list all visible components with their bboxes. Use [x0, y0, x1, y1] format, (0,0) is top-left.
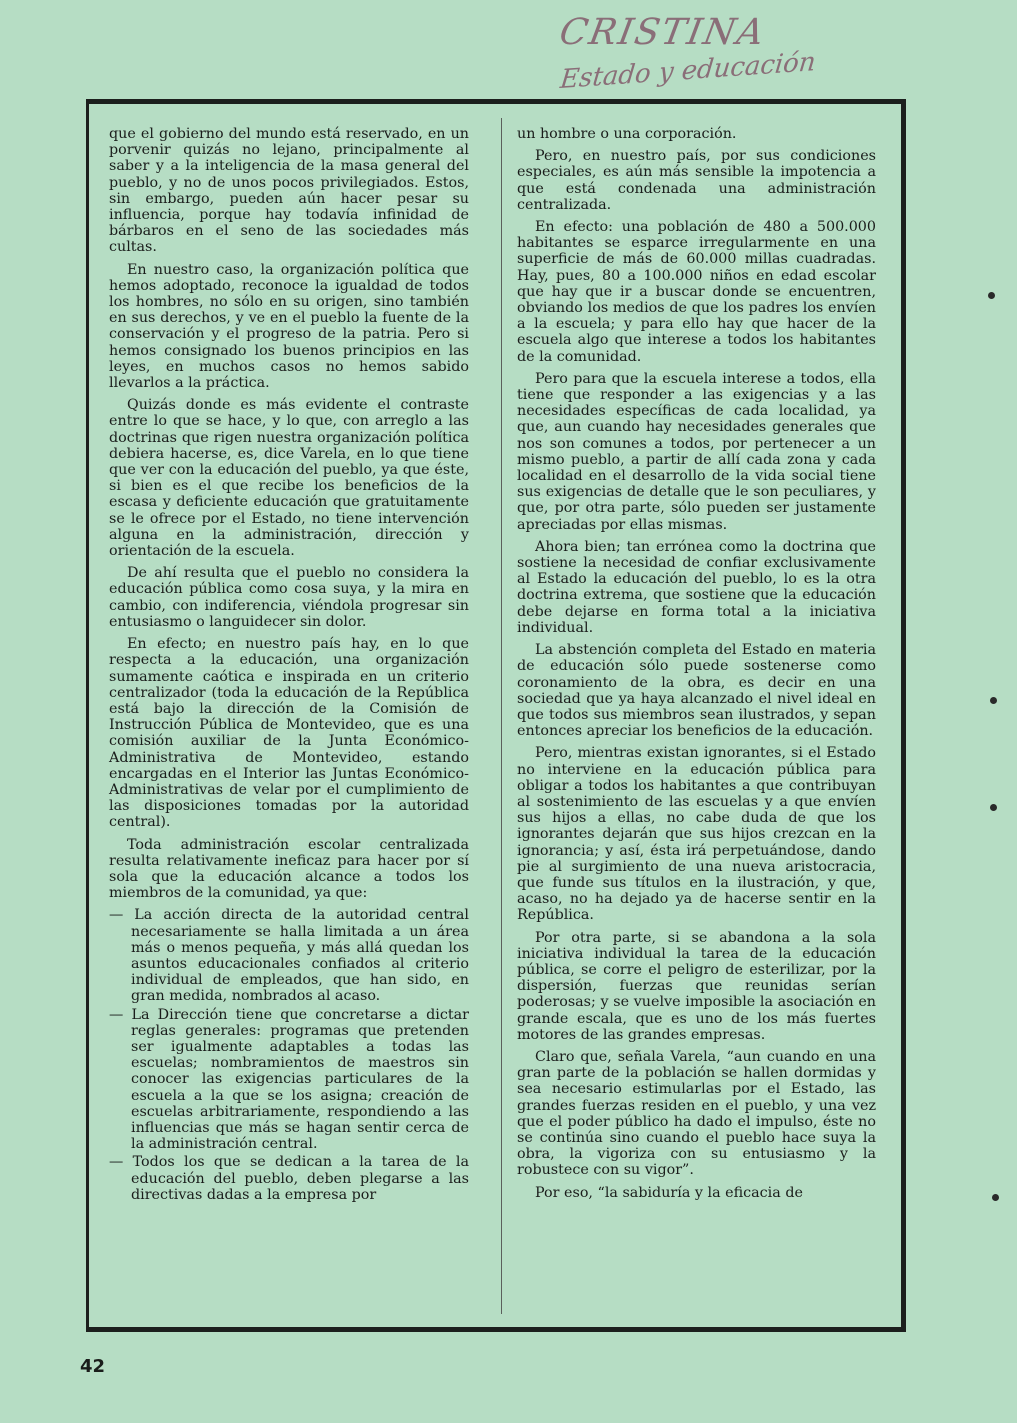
paragraph: Por otra parte, si se abandona a la sola iniciativa individual la tarea de la educación pública, se corre el peligro de esterilizar, por la dispersión, fuerzas que reunidas serían poderosas; y se vuelve imposible la asociación en grande escala, que es uno de los más fuertes motores de las grandes empresas.: [517, 929, 876, 1043]
right-column: [517, 126, 876, 1207]
paragraph: En nuestro caso, la organización política que hemos adoptado, reconoce la igualdad de todos los hombres, no sólo en su origen, sino también en sus derechos, y ve en el pueblo la fuente de la conservación y el progreso de la patria. Pero si hemos consignado los buenos principios en las leyes, en muchos casos no hemos sabido llevarlos a la práctica.: [109, 261, 469, 392]
margin-mark: [990, 697, 997, 704]
paragraph: En efecto; en nuestro país hay, en lo que respecta a la educación, una organización sumamente caótica e inspirada en un criterio centralizador (toda la educación de la República está bajo la dirección de la Comisión de Instrucción Pública de Montevideo, que es una comisión auxiliar de la Junta Económico-Administrativa de Montevideo, estando encargadas en el Interior las Juntas Económico-Administrativas de velar por el cumplimiento de las disposiciones tomadas por la autoridad central).: [109, 636, 469, 831]
frame-top-rule: [86, 99, 906, 104]
left-column: [109, 126, 469, 1205]
paragraph: Toda administración escolar centralizada resulta relativamente ineficaz para hacer por sí sola que la educación alcance a todos los miembros de la comunidad, ya que:: [109, 836, 469, 902]
page-number: 42: [80, 1356, 106, 1377]
paragraph: Quizás donde es más evidente el contraste entre lo que se hace, y lo que, con arreglo a las doctrinas que rigen nuestra organización política debiera hacerse, es, dice Varela, en lo que tiene que ver con la educación del pueblo, ya que éste, si bien es el que recibe los beneficios de la escasa y deficiente educación que gratuitamente se le ofrece por el Estado, no tiene intervención alguna en la administración, dirección y orientación de la escuela.: [109, 397, 469, 560]
handwritten-name: CRISTINA: [556, 12, 769, 53]
dash-list-item: — Todos los que se dedican a la tarea de la educación del pueblo, deben plegarse a las directivas dadas a la empresa por: [109, 1154, 469, 1203]
paragraph: La abstención completa del Estado en materia de educación sólo puede sostenerse como coronamiento de la obra, es decir en una sociedad que ya haya alcanzado el nivel ideal en que todos sus miembros sean ilustrados, y sepan entonces apreciar los beneficios de la educación.: [517, 642, 876, 740]
paragraph: En efecto: una población de 480 a 500.000 habitantes se esparce irregularmente en una superficie de más de 60.000 millas cuadradas. Hay, pues, 80 a 100.000 niños en edad escolar que hay que ir a buscar donde se encuentren, obviando los medios de que los padres los envíen a la escuela; y para ello hay que hacer de la escuela algo que interese a todos los habitantes de la comunidad.: [517, 219, 876, 365]
handwritten-subject: Estado y educación: [558, 46, 818, 96]
dash-list-item: — La Dirección tiene que concretarse a dictar reglas generales: programas que pretenden ser igualmente adaptables a todas las escuelas; nombramientos de maestros sin conocer las exigencias particulares de la escuela a la que se los asigna; creación de escuelas arbitrariamente, respondiendo a las influencias que más se hagan sentir cerca de la administración central.: [109, 1006, 469, 1153]
frame-right-rule: [901, 99, 906, 1332]
paragraph: Pero, en nuestro país, por sus condiciones especiales, es aún más sensible la impotencia a que está condenada una administración centralizada.: [517, 148, 876, 213]
margin-mark: [988, 292, 995, 299]
frame-left-rule: [86, 99, 89, 1332]
paragraph: que el gobierno del mundo está reservado, en un porvenir quizás no lejano, principalmente al saber y a la inteligencia de la masa general del pueblo, y no de unos pocos privilegiados. Estos, sin embargo, pueden aún hacer pesar su influencia, porque hay todavía infinidad de bárbaros en el seno de las sociedades más cultas.: [109, 126, 469, 256]
margin-mark: [992, 1194, 999, 1201]
paragraph: Por eso, “la sabiduría y la eficacia de: [535, 1184, 803, 1201]
paragraph: Claro que, señala Varela, “aun cuando en una gran parte de la población se hallen dormidas y sea necesario estimularlas por el Estado, las grandes fuerzas residen en el pueblo, y una vez que el poder público ha dado el impulso, éste no se continúa sino cuando el pueblo hace suya la obra, la vigoriza con su entusiasmo y la robustece con su vigor”.: [517, 1048, 876, 1179]
paragraph: Pero, mientras existan ignorantes, si el Estado no interviene en la educación pública para obligar a todos los habitantes a que contribuyan al sostenimiento de las escuelas y a que envíen sus hijos a ellas, no cabe duda de que los ignorantes dejarán que sus hijos crezcan en la ignorancia; y así, ésta irá perpetuándose, dando pie al surgimiento de una nueva aristocracia, que funde sus títulos en la ilustración, y que, acaso, no ha dejado ya de hacerse sentir en la República.: [517, 745, 876, 924]
paragraph: Pero para que la escuela interese a todos, ella tiene que responder a las exigencias y a las necesidades específicas de cada localidad, ya que, aun cuando hay necesidades generales que nos son comunes a todos, por pertenecer a un mismo pueblo, a partir de allí cada zona y cada localidad en el desarrollo de la vida social tiene sus exigencias de detalle que le son peculiares, y que, por otra parte, sólo pueden ser justamente apreciadas por ellas mismas.: [517, 370, 876, 533]
column-divider: [501, 118, 502, 1314]
paragraph: un hombre o una corporación.: [517, 126, 737, 142]
paragraph: Ahora bien; tan errónea como la doctrina que sostiene la necesidad de confiar exclusivamente al Estado la educación del pueblo, lo es la otra doctrina extrema, que sostiene que la educación debe dejarse en forma total a la iniciativa individual.: [517, 538, 876, 636]
margin-mark: [990, 804, 997, 811]
paragraph: De ahí resulta que el pueblo no considera la educación pública como cosa suya, y la mira en cambio, con indiferencia, viéndola progresar sin entusiasmo o languidecer sin dolor.: [109, 565, 469, 630]
frame-bottom-rule: [86, 1327, 906, 1332]
dash-list-item: — La acción directa de la autoridad central necesariamente se halla limitada a un área más o menos pequeña, y más allá quedan los asuntos educacionales confiados al criterio individual de empleados, que han sido, en gran medida, nombrados al acaso.: [109, 907, 469, 1005]
